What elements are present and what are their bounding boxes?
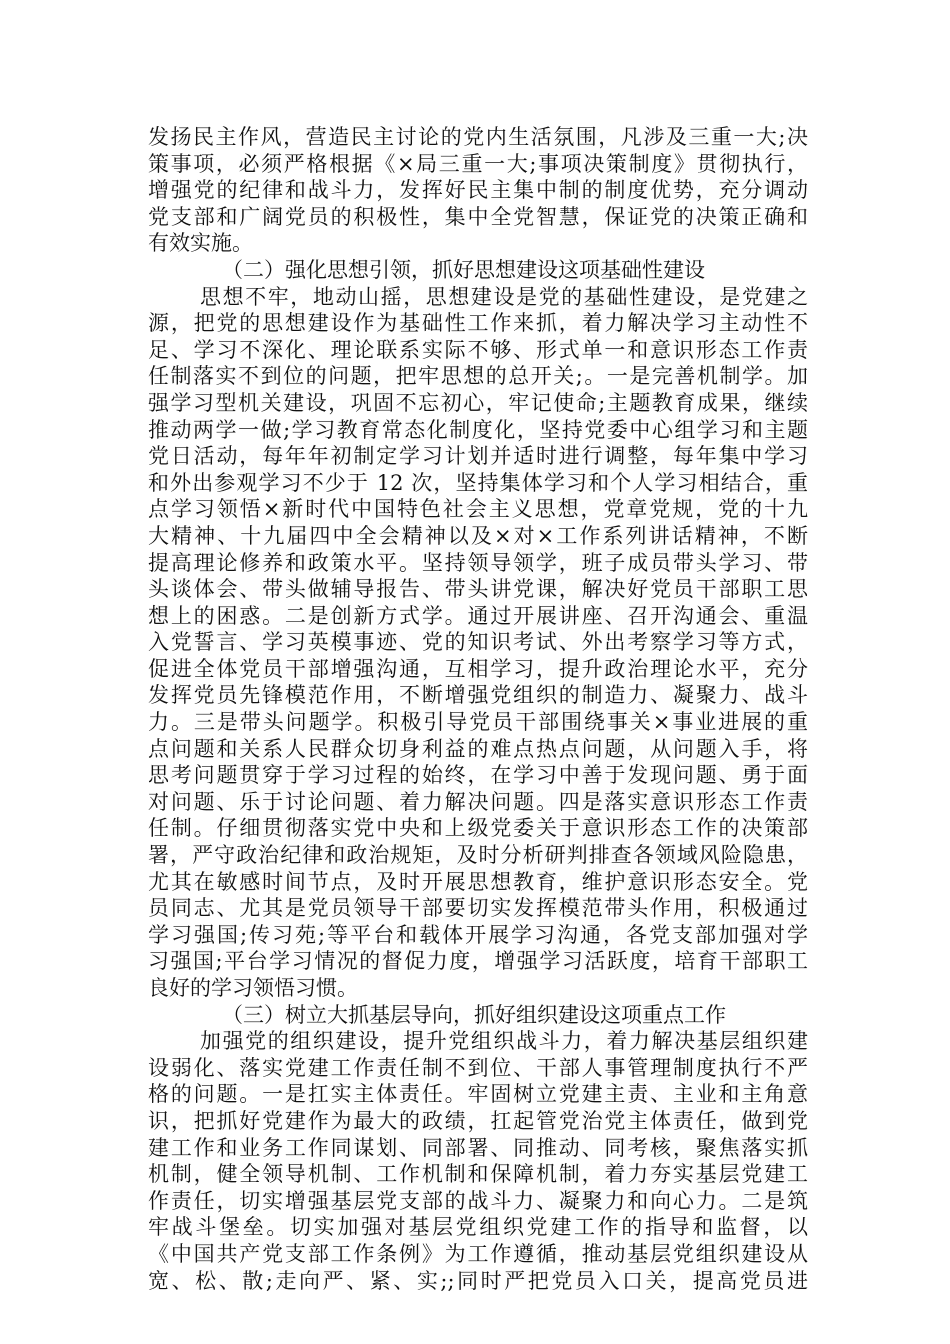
text-line: 和外出参观学习不少于 12 次，坚持集体学习和个人学习相结合，重 [148,470,808,495]
text-line: 格的问题。一是扛实主体责任。牢固树立党建主责、主业和主角意 [148,1082,808,1107]
text-line: 习强国;平台学习情况的督促力度，增强学习活跃度，培育干部职工 [148,949,808,974]
paragraph-first-line: 加强党的组织建设，提升党组织战斗力，着力解决基层组织建 [200,1029,808,1054]
text-line: 强学习型机关建设，巩固不忘初心，牢记使命;主题教育成果，继续 [148,390,808,415]
text-line: 源，把党的思想建设作为基础性工作来抓，着力解决学习主动性不 [148,311,808,336]
text-line: 发挥党员先锋模范作用，不断增强党组织的制造力、凝聚力、战斗 [148,683,808,708]
text-line: 思考问题贯穿于学习过程的始终，在学习中善于发现问题、勇于面 [148,763,808,788]
section-heading: （二）强化思想引领，抓好思想建设这项基础性建设 [222,257,705,282]
text-line: 作责任，切实增强基层党支部的战斗力、凝聚力和向心力。二是筑 [148,1188,808,1213]
text-line: 策事项，必须严格根据《×局三重一大;事项决策制度》贯彻执行， [148,151,808,176]
text-line: 识，把抓好党建作为最大的政绩，扛起管党治党主体责任，做到党 [148,1108,808,1133]
text-line: 足、学习不深化、理论联系实际不够、形式单一和意识形态工作责 [148,337,808,362]
text-line: 《中国共产党支部工作条例》为工作遵循，推动基层党组织建设从 [148,1241,808,1266]
text-line: 牢战斗堡垒。切实加强对基层党组织党建工作的指导和监督，以 [148,1215,808,1240]
text-line: 员同志、尤其是党员领导干部要切实发挥模范带头作用，积极通过 [148,896,808,921]
section-heading: （三）树立大抓基层导向，抓好组织建设这项重点工作 [222,1002,726,1027]
text-line: 党支部和广阔党员的积极性，集中全党智慧，保证党的决策正确和 [148,204,808,229]
text-line: 良好的学习领悟习惯。 [148,976,358,1000]
text-line: 头谈体会、带头做辅导报告、带头讲党课，解决好党员干部职工思 [148,577,808,602]
text-line: 提高理论修养和政策水平。坚持领导领学，班子成员带头学习、带 [148,550,808,575]
text-line: 学习强国;传习苑;等平台和载体开展学习沟通，各党支部加强对学 [148,922,808,947]
text-line: 建工作和业务工作同谋划、同部署、同推动、同考核，聚焦落实抓 [148,1135,808,1160]
text-line: 尤其在敏感时间节点，及时开展思想教育，维护意识形态安全。党 [148,869,808,894]
text-line: 大精神、十九届四中全会精神以及×对×工作系列讲话精神，不断 [148,523,808,548]
text-line: 对问题、乐于讨论问题、着力解决问题。四是落实意识形态工作责 [148,789,808,814]
text-line: 入党誓言、学习英模事迹、党的知识考试、外出考察学习等方式， [148,630,808,655]
text-line: 党日活动，每年年初制定学习计划并适时进行调整，每年集中学习 [148,444,808,469]
text-line: 任制。仔细贯彻落实党中央和上级党委关于意识形态工作的决策部 [148,816,808,841]
text-line: 点问题和关系人民群众切身利益的难点热点问题，从问题入手，将 [148,736,808,761]
text-line: 设弱化、落实党建工作责任制不到位、干部人事管理制度执行不严 [148,1055,808,1080]
text-line: 发扬民主作风，营造民主讨论的党内生活氛围，凡涉及三重一大;决 [148,125,808,149]
text-line: 任制落实不到位的问题，把牢思想的总开关;。一是完善机制学。加 [148,364,808,389]
text-line: 促进全体党员干部增强沟通，互相学习，提升政治理论水平，充分 [148,656,808,681]
paragraph-first-line: 思想不牢，地动山摇，思想建设是党的基础性建设，是党建之 [200,284,808,309]
text-line: 增强党的纪律和战斗力，发挥好民主集中制的制度优势，充分调动 [148,178,808,203]
text-line: 点学习领悟×新时代中国特色社会主义思想，党章党规，党的十九 [148,497,808,522]
text-line: 推动两学一做;学习教育常态化制度化，坚持党委中心组学习和主题 [148,417,808,442]
text-line: 署，严守政治纪律和政治规矩，及时分析研判排查各领域风险隐患， [148,843,808,868]
text-line: 机制，健全领导机制、工作机制和保障机制，着力夯实基层党建工 [148,1162,808,1187]
text-line: 宽、松、散;走向严、紧、实;;同时严把党员入口关，提高党员进 [148,1268,808,1293]
text-line: 有效实施。 [148,231,253,256]
document-body [148,124,808,1294]
text-line: 想上的困惑。二是创新方式学。通过开展讲座、召开沟通会、重温 [148,603,808,628]
text-line: 力。三是带头问题学。积极引导党员干部围绕事关×事业进展的重 [148,710,808,735]
